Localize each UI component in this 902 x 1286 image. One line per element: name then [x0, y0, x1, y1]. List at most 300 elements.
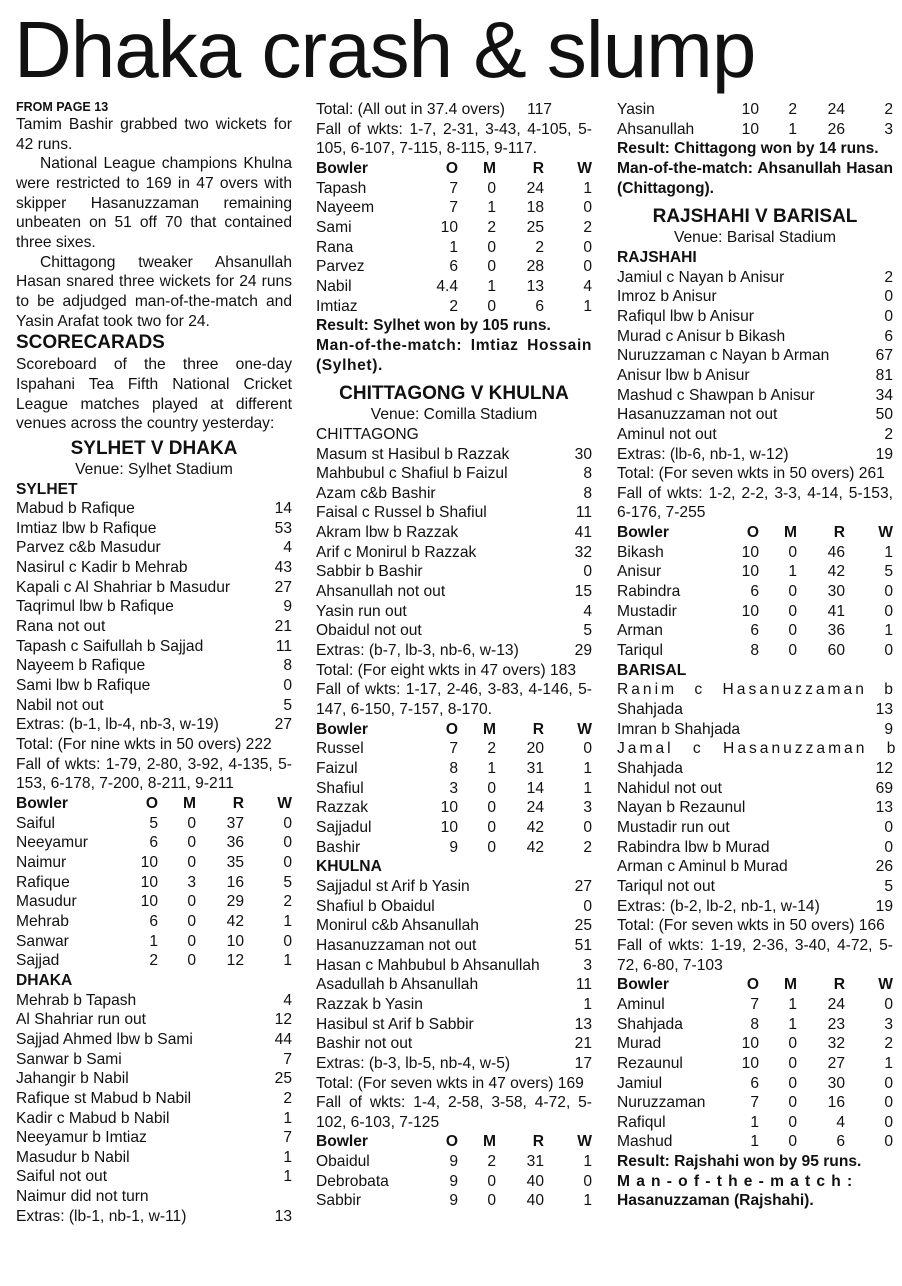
bowling-header — [316, 720, 592, 740]
bowling-row — [16, 951, 292, 971]
batting-line — [617, 366, 893, 386]
bowler-name: Razzak — [316, 799, 368, 817]
batsman: Shahjada — [617, 760, 683, 777]
batsman: Neeyamur b Imtiaz — [16, 1129, 147, 1147]
total-label: Total: (All out in 37.4 overs) — [316, 101, 505, 118]
runs-conceded: 14 — [526, 779, 544, 797]
overs: 10 — [741, 1054, 759, 1072]
batsman: Imtiaz lbw b Rafique — [16, 519, 157, 537]
batting-line — [316, 995, 592, 1015]
maidens: 0 — [788, 1094, 797, 1112]
overs: 2 — [149, 952, 158, 970]
batting-line — [16, 1030, 292, 1050]
batsman: Obaidul not out — [316, 622, 422, 640]
bowling-table — [617, 100, 893, 139]
batting-line — [617, 445, 893, 465]
bowling-row — [316, 1191, 592, 1211]
maidens: 1 — [788, 120, 797, 138]
runs: 1 — [583, 995, 592, 1013]
bowler-name: Rafiqul — [617, 1113, 666, 1131]
headline: Dhaka crash & slump — [14, 5, 756, 94]
batsman: Masum st Hasibul b Razzak — [316, 445, 510, 463]
venue: Venue: Barisal Stadium — [673, 229, 837, 247]
bowling-row — [617, 1054, 893, 1074]
batting-line — [617, 700, 893, 720]
match-heading: CHITTAGONG V KHULNA — [339, 383, 569, 405]
runs-conceded: 25 — [526, 218, 544, 236]
bowling-header — [316, 159, 592, 179]
bowling-header — [617, 975, 893, 995]
bowler-name: Tapash — [316, 179, 367, 197]
batting-line — [16, 656, 292, 676]
wickets: 0 — [583, 258, 592, 276]
batting-line — [16, 715, 292, 735]
runs-conceded: 37 — [226, 814, 244, 832]
maidens: 0 — [788, 642, 797, 660]
wickets: 0 — [884, 1133, 893, 1151]
bowler-name: Saiful — [16, 814, 56, 832]
runs: 26 — [875, 858, 893, 876]
bowler-name: Masudur — [16, 893, 77, 911]
bowling-row — [316, 198, 592, 218]
section-heading: SCORECARADS — [16, 332, 165, 354]
bowling-row — [617, 602, 893, 622]
runs: 32 — [574, 543, 592, 561]
bowler-name: Shahjada — [617, 1015, 683, 1033]
maidens: 1 — [487, 760, 496, 777]
bowling-header-overs: O — [445, 159, 458, 177]
bowling-header-maidens: M — [483, 159, 496, 177]
bowling-header-runs-conceded: R — [532, 1133, 544, 1151]
overs: 9 — [449, 1192, 458, 1210]
column-1 — [16, 100, 292, 1226]
man-of-the-match: Man-of-the-match: Imtiaz Hossain (Sylhet). — [316, 336, 592, 374]
wickets: 0 — [583, 238, 592, 256]
batting-line — [316, 975, 592, 995]
match-heading: RAJSHAHI V BARISAL — [652, 206, 858, 228]
runs: 6 — [884, 327, 893, 345]
bowler-name: Yasin — [617, 101, 655, 118]
overs: 7 — [449, 740, 458, 758]
wickets: 0 — [283, 853, 292, 871]
wickets: 1 — [884, 622, 893, 640]
bowler-name: Imtiaz — [316, 297, 358, 315]
fall-of-wickets: Fall of wkts: 1-4, 2-58, 3-58, 4-72, 5-102, 6-103, 7-125 — [316, 1094, 592, 1131]
maidens: 0 — [187, 952, 196, 970]
runs-conceded: 16 — [226, 873, 244, 891]
runs-conceded: 30 — [827, 1074, 845, 1092]
runs: 25 — [274, 1070, 292, 1088]
wickets: 1 — [583, 779, 592, 797]
bowling-row — [617, 1093, 893, 1113]
match-result: Result: Sylhet won by 105 runs. — [316, 317, 551, 335]
overs: 5 — [149, 814, 158, 832]
bowling-header-bowler-name: Bowler — [617, 524, 669, 542]
batsman: Tariqul not out — [617, 877, 715, 895]
runs: 4 — [583, 602, 592, 620]
fall-of-wickets: Fall of wkts: 1-19, 2-36, 3-40, 4-72, 5-72, 6-80, 7-103 — [617, 936, 893, 974]
runs-conceded: 42 — [827, 563, 845, 581]
maidens: 2 — [487, 218, 496, 236]
maidens: 1 — [487, 277, 496, 295]
runs: 67 — [875, 347, 893, 365]
bowling-header — [617, 523, 893, 543]
batting-line — [316, 484, 592, 504]
batsman: Hasan c Mahbubul b Ahsanullah — [316, 956, 540, 974]
innings-total — [316, 100, 592, 120]
runs-conceded: 40 — [526, 1172, 544, 1190]
bowling-row — [617, 1113, 893, 1133]
wickets: 0 — [884, 1094, 893, 1112]
maidens: 0 — [487, 838, 496, 856]
runs: 25 — [574, 917, 592, 935]
man-of-the-match-name: Hasanuzzaman (Rajshahi). — [617, 1192, 814, 1210]
batting-line — [617, 720, 893, 740]
batting-line — [16, 538, 292, 558]
runs: 4 — [283, 539, 292, 557]
batting-line — [16, 1050, 292, 1070]
batsman: Kadir c Mabud b Nabil — [16, 1109, 170, 1127]
wickets: 0 — [884, 1074, 893, 1092]
story-paragraph: National League champions Khulna were restricted to 169 in 47 overs with skipper Hasanuzzaman remaining unbeaten on 51 off 70 that contained three sixes. — [16, 155, 292, 251]
bowling-row — [316, 779, 592, 799]
bowler-name: Mustadir — [617, 602, 677, 620]
batting-line — [16, 1109, 292, 1129]
bowling-header-wickets: W — [577, 1133, 592, 1151]
batsman: Rafiqul lbw b Anisur — [617, 307, 754, 325]
runs: 50 — [875, 406, 893, 424]
overs: 4.4 — [436, 277, 458, 295]
innings-total: Total: (For nine wkts in 50 overs) 222 — [16, 736, 272, 754]
overs: 9 — [449, 838, 458, 856]
bowling-header-runs-conceded: R — [833, 976, 845, 994]
overs: 7 — [750, 1094, 759, 1112]
batsman: Masudur b Nabil — [16, 1148, 130, 1166]
batting-list — [316, 445, 592, 661]
maidens: 0 — [788, 1054, 797, 1072]
batting-line — [316, 1034, 592, 1054]
maidens: 0 — [487, 297, 496, 315]
wickets: 1 — [283, 912, 292, 930]
wickets: 5 — [283, 873, 292, 891]
batting-line — [16, 1187, 292, 1207]
wickets: 0 — [884, 583, 893, 601]
batsman: Parvez c&b Masudur — [16, 539, 161, 557]
overs: 9 — [449, 1172, 458, 1190]
runs-conceded: 24 — [827, 101, 845, 118]
batting-line — [16, 597, 292, 617]
batting-line — [16, 1089, 292, 1109]
bowler-name: Anisur — [617, 563, 662, 581]
batsman: Bashir not out — [316, 1035, 413, 1053]
overs: 10 — [440, 818, 458, 836]
batsman: Nahidul not out — [617, 779, 722, 797]
batsman: Extras: (lb-6, nb-1, w-12) — [617, 445, 789, 463]
from-page-label: FROM PAGE 13 — [16, 100, 109, 114]
batting-line — [617, 268, 893, 288]
fall-of-wickets: Fall of wkts: 1-7, 2-31, 3-43, 4-105, 5-105, 6-107, 7-115, 8-115, 9-117. — [316, 120, 592, 158]
batsman: Mehrab b Tapash — [16, 991, 137, 1009]
runs-conceded: 31 — [526, 1153, 544, 1171]
batting-line — [316, 877, 592, 897]
batting-line — [617, 818, 893, 838]
batsman: Sajjad Ahmed lbw b Sami — [16, 1030, 193, 1048]
runs: 7 — [283, 1050, 292, 1068]
bowling-header-runs-conceded: R — [833, 524, 845, 542]
runs: 14 — [274, 500, 292, 518]
bowling-row — [16, 814, 292, 834]
bowling-row — [316, 218, 592, 238]
wickets: 1 — [283, 952, 292, 970]
bowling-header-wickets: W — [577, 720, 592, 738]
bowling-header-overs: O — [145, 795, 158, 812]
batting-line: Jamal c Hasanuzzaman b — [617, 740, 899, 758]
wickets: 5 — [884, 563, 893, 581]
batting-line — [316, 936, 592, 956]
batsman: Taqrimul lbw b Rafique — [16, 598, 174, 616]
batting-line — [316, 464, 592, 484]
runs: 1 — [283, 1109, 292, 1127]
wickets: 2 — [583, 218, 592, 236]
bowling-header-bowler-name: Bowler — [316, 720, 368, 738]
maidens: 0 — [187, 893, 196, 911]
bowler-name: Sabbir — [316, 1192, 362, 1210]
bowler-name: Naimur — [16, 853, 67, 871]
batting-line — [316, 523, 592, 543]
batting-line — [617, 346, 893, 366]
runs: 51 — [574, 936, 592, 954]
wickets: 0 — [283, 814, 292, 832]
wickets: 0 — [583, 1172, 592, 1190]
runs-conceded: 10 — [226, 932, 244, 950]
column-3 — [617, 100, 899, 1211]
fall-of-wickets: Fall of wkts: 1-2, 2-2, 3-3, 4-14, 5-153, 6-176, 7-255 — [617, 484, 893, 522]
bowler-name: Murad — [617, 1035, 662, 1053]
batting-line — [316, 1054, 592, 1074]
batsman: Rabindra lbw b Murad — [617, 838, 770, 856]
overs: 10 — [741, 101, 759, 118]
wickets: 1 — [583, 179, 592, 197]
bowling-header — [16, 794, 292, 814]
maidens: 0 — [487, 799, 496, 817]
bowling-header-overs: O — [746, 976, 759, 994]
bowling-header-maidens: M — [784, 976, 797, 994]
overs: 7 — [449, 179, 458, 197]
batsman: Hasanuzzaman not out — [316, 936, 477, 954]
bowling-row — [316, 818, 592, 838]
maidens: 0 — [487, 258, 496, 276]
wickets: 0 — [884, 602, 893, 620]
wickets: 0 — [884, 1113, 893, 1131]
maidens: 0 — [187, 932, 196, 950]
runs-conceded: 24 — [526, 799, 544, 817]
batsman: Rana not out — [16, 618, 106, 636]
overs: 8 — [449, 760, 458, 777]
maidens: 0 — [487, 238, 496, 256]
batting-line — [617, 307, 893, 327]
runs: 53 — [274, 519, 292, 537]
batsman: Shafiul b Obaidul — [316, 897, 435, 915]
batsman: Monirul c&b Ahsanullah — [316, 917, 479, 935]
runs: 2 — [884, 268, 893, 286]
batsman: Shahjada — [617, 701, 683, 719]
bowling-row — [16, 853, 292, 873]
bowling-row — [617, 621, 893, 641]
runs-conceded: 35 — [226, 853, 244, 871]
batting-list — [16, 499, 292, 735]
batsman: Ahsanullah not out — [316, 583, 446, 601]
batting-line — [617, 287, 893, 307]
bowling-row — [316, 1172, 592, 1192]
runs-conceded: 13 — [526, 277, 544, 295]
team-name: KHULNA — [316, 858, 382, 876]
batting-line — [617, 386, 893, 406]
overs: 6 — [149, 912, 158, 930]
batting-line — [617, 838, 893, 858]
runs: 13 — [574, 1015, 592, 1033]
runs: 21 — [574, 1035, 592, 1053]
bowling-header-maidens: M — [183, 795, 196, 812]
overs: 3 — [449, 779, 458, 797]
bowling-header-bowler-name: Bowler — [316, 1133, 368, 1151]
maidens: 0 — [487, 818, 496, 836]
bowling-header-runs-conceded: R — [532, 720, 544, 738]
wickets: 2 — [884, 1035, 893, 1053]
bowler-name: Aminul — [617, 995, 665, 1013]
bowling-header-wickets: W — [878, 524, 893, 542]
batting-list — [617, 268, 893, 465]
overs: 6 — [750, 1074, 759, 1092]
bowler-name: Nuruzzaman — [617, 1094, 706, 1112]
batsman: Akram lbw b Razzak — [316, 524, 459, 542]
runs: 0 — [884, 838, 893, 856]
bowling-table — [316, 1132, 592, 1211]
batsman: Sami lbw b Rafique — [16, 677, 151, 695]
batting-line — [16, 519, 292, 539]
bowler-name: Obaidul — [316, 1153, 370, 1171]
bowling-row — [617, 1015, 893, 1035]
runs: 30 — [574, 445, 592, 463]
match-heading: SYLHET V DHAKA — [70, 437, 238, 459]
batsman: Extras: (b-1, lb-4, nb-3, w-19) — [16, 716, 219, 734]
runs-conceded: 32 — [827, 1035, 845, 1053]
batting-line — [316, 543, 592, 563]
batsman: Hasanuzzaman not out — [617, 406, 778, 424]
overs: 1 — [149, 932, 158, 950]
bowling-header-bowler-name: Bowler — [16, 795, 68, 812]
maidens: 0 — [187, 834, 196, 852]
batsman: Mabud b Rafique — [16, 500, 135, 518]
maidens: 0 — [788, 602, 797, 620]
runs-conceded: 40 — [526, 1192, 544, 1210]
bowling-row — [16, 833, 292, 853]
wickets: 3 — [884, 120, 893, 138]
wickets: 1 — [583, 1153, 592, 1171]
bowling-row — [617, 100, 893, 120]
batsman: Azam c&b Bashir — [316, 484, 436, 502]
runs-conceded: 36 — [827, 622, 845, 640]
bowling-row — [316, 798, 592, 818]
runs: 0 — [583, 563, 592, 581]
runs: 11 — [575, 976, 592, 994]
wickets: 0 — [884, 642, 893, 660]
runs-conceded: 4 — [836, 1113, 845, 1131]
batsman: Rafique st Mabud b Nabil — [16, 1089, 192, 1107]
runs-conceded: 60 — [827, 642, 845, 660]
batsman: Jahangir b Nabil — [16, 1070, 129, 1088]
batsman: Razzak b Yasin — [316, 995, 423, 1013]
runs-conceded: 46 — [827, 543, 845, 561]
wickets: 3 — [884, 1015, 893, 1033]
wickets: 1 — [583, 760, 592, 777]
bowler-name: Rabindra — [617, 583, 681, 601]
wickets: 2 — [283, 893, 292, 911]
runs-conceded: 26 — [827, 120, 845, 138]
batting-line — [16, 676, 292, 696]
batting-line — [617, 779, 893, 799]
runs-conceded: 18 — [526, 199, 544, 217]
bowling-row — [316, 277, 592, 297]
batsman: Sanwar b Sami — [16, 1050, 122, 1068]
maidens: 0 — [187, 912, 196, 930]
batsman: Faisal c Russel b Shafiul — [316, 504, 487, 522]
story-paragraph: Tamim Bashir grabbed two wickets for 42 runs. — [16, 116, 292, 153]
runs: 3 — [583, 956, 592, 974]
overs: 7 — [750, 995, 759, 1013]
batting-line — [16, 499, 292, 519]
overs: 10 — [741, 563, 759, 581]
overs: 10 — [440, 218, 458, 236]
bowling-row — [617, 582, 893, 602]
batting-line — [16, 1010, 292, 1030]
bowler-name: Sajjad — [16, 952, 60, 970]
column-2 — [316, 100, 592, 1211]
bowling-header — [316, 1132, 592, 1152]
bowling-row — [316, 179, 592, 199]
runs: 7 — [283, 1129, 292, 1147]
venue: Venue: Comilla Stadium — [370, 406, 538, 424]
maidens: 0 — [487, 179, 496, 197]
runs-conceded: 24 — [827, 995, 845, 1013]
man-of-the-match: Man-of-the-match: — [617, 1172, 859, 1190]
runs-conceded: 42 — [526, 818, 544, 836]
runs-conceded: 6 — [836, 1133, 845, 1151]
bowler-name: Nabil — [316, 277, 352, 295]
batsman: Extras: (b-2, lb-2, nb-1, w-14) — [617, 897, 820, 915]
man-of-the-match: Man-of-the-match: Ahsanullah Hasan (Chittagong). — [617, 159, 893, 197]
bowling-header-overs: O — [746, 524, 759, 542]
bowler-name: Rezaunul — [617, 1054, 683, 1072]
batsman: Imroz b Anisur — [617, 288, 717, 306]
overs: 6 — [750, 583, 759, 601]
batsman: Murad c Anisur b Bikash — [617, 327, 786, 345]
bowling-header-overs: O — [445, 720, 458, 738]
batting-line — [16, 637, 292, 657]
wickets: 0 — [583, 199, 592, 217]
runs-conceded: 42 — [226, 912, 244, 930]
batsman: Al Shahriar run out — [16, 1011, 147, 1029]
runs: 44 — [274, 1030, 292, 1048]
batting-line — [617, 405, 893, 425]
runs-conceded: 36 — [226, 834, 244, 852]
runs: 0 — [884, 818, 893, 836]
runs: 2 — [283, 1089, 292, 1107]
runs-conceded: 23 — [827, 1015, 845, 1033]
bowler-name: Sajjadul — [316, 818, 372, 836]
maidens: 0 — [187, 853, 196, 871]
wickets: 0 — [283, 932, 292, 950]
maidens: 0 — [788, 543, 797, 561]
